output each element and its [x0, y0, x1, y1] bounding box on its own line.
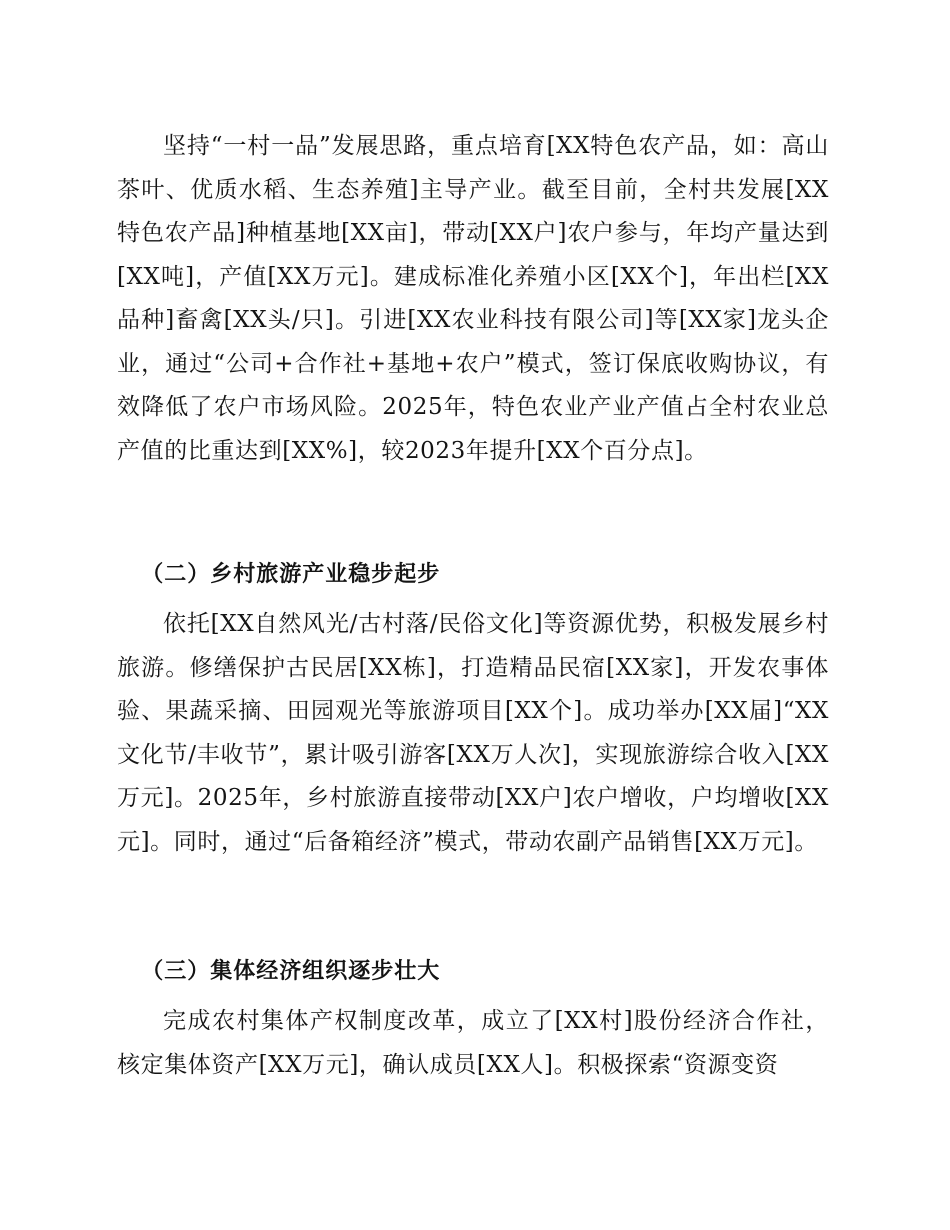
section-heading: （三）集体经济组织逐步壮大: [141, 959, 441, 984]
body-paragraph: 坚持“一村一品”发展思路，重点培育[XX特色农产品，如：高山茶叶、优质水稻、生态养殖]主导产业。截至目前，全村共发展[XX特色农产品]种植基地[XX亩]，带动[XX户]农户参与，年均产量达到[XX吨]，产值[XX万元]。建成标准化养殖小区[XX个]，年出栏[XX品种]畜禽[XX头/只]。引进[XX农业科技有限公司]等[XX家]龙头企业，通过“公司+合作社+基地+农户”模式，签订保底收购协议，有效降低了农户市场风险。2025年，特色农业产业产值占全村农业总产值的比重达到[XX%]，较2023年提升[XX个百分点]。: [117, 133, 829, 464]
body-paragraph: 依托[XX自然风光/古村落/民俗文化]等资源优势，积极发展乡村旅游。修缮保护古民居[XX栋]，打造精品民宿[XX家]，开发农事体验、果蔬采摘、田园观光等旅游项目[XX个]。成功举办[XX届]“XX文化节/丰收节”，累计吸引游客[XX万人次]，实现旅游综合收入[XX万元]。2025年，乡村旅游直接带动[XX户]农户增收，户均增收[XX元]。同时，通过“后备箱经济”模式，带动农副产品销售[XX万元]。: [117, 611, 829, 855]
section-heading: （二）乡村旅游产业稳步起步: [141, 562, 441, 587]
body-paragraph: 完成农村集体产权制度改革，成立了[XX村]股份经济合作社，核定集体资产[XX万元]，确认成员[XX人]。积极探索“资源变资: [117, 1008, 829, 1078]
